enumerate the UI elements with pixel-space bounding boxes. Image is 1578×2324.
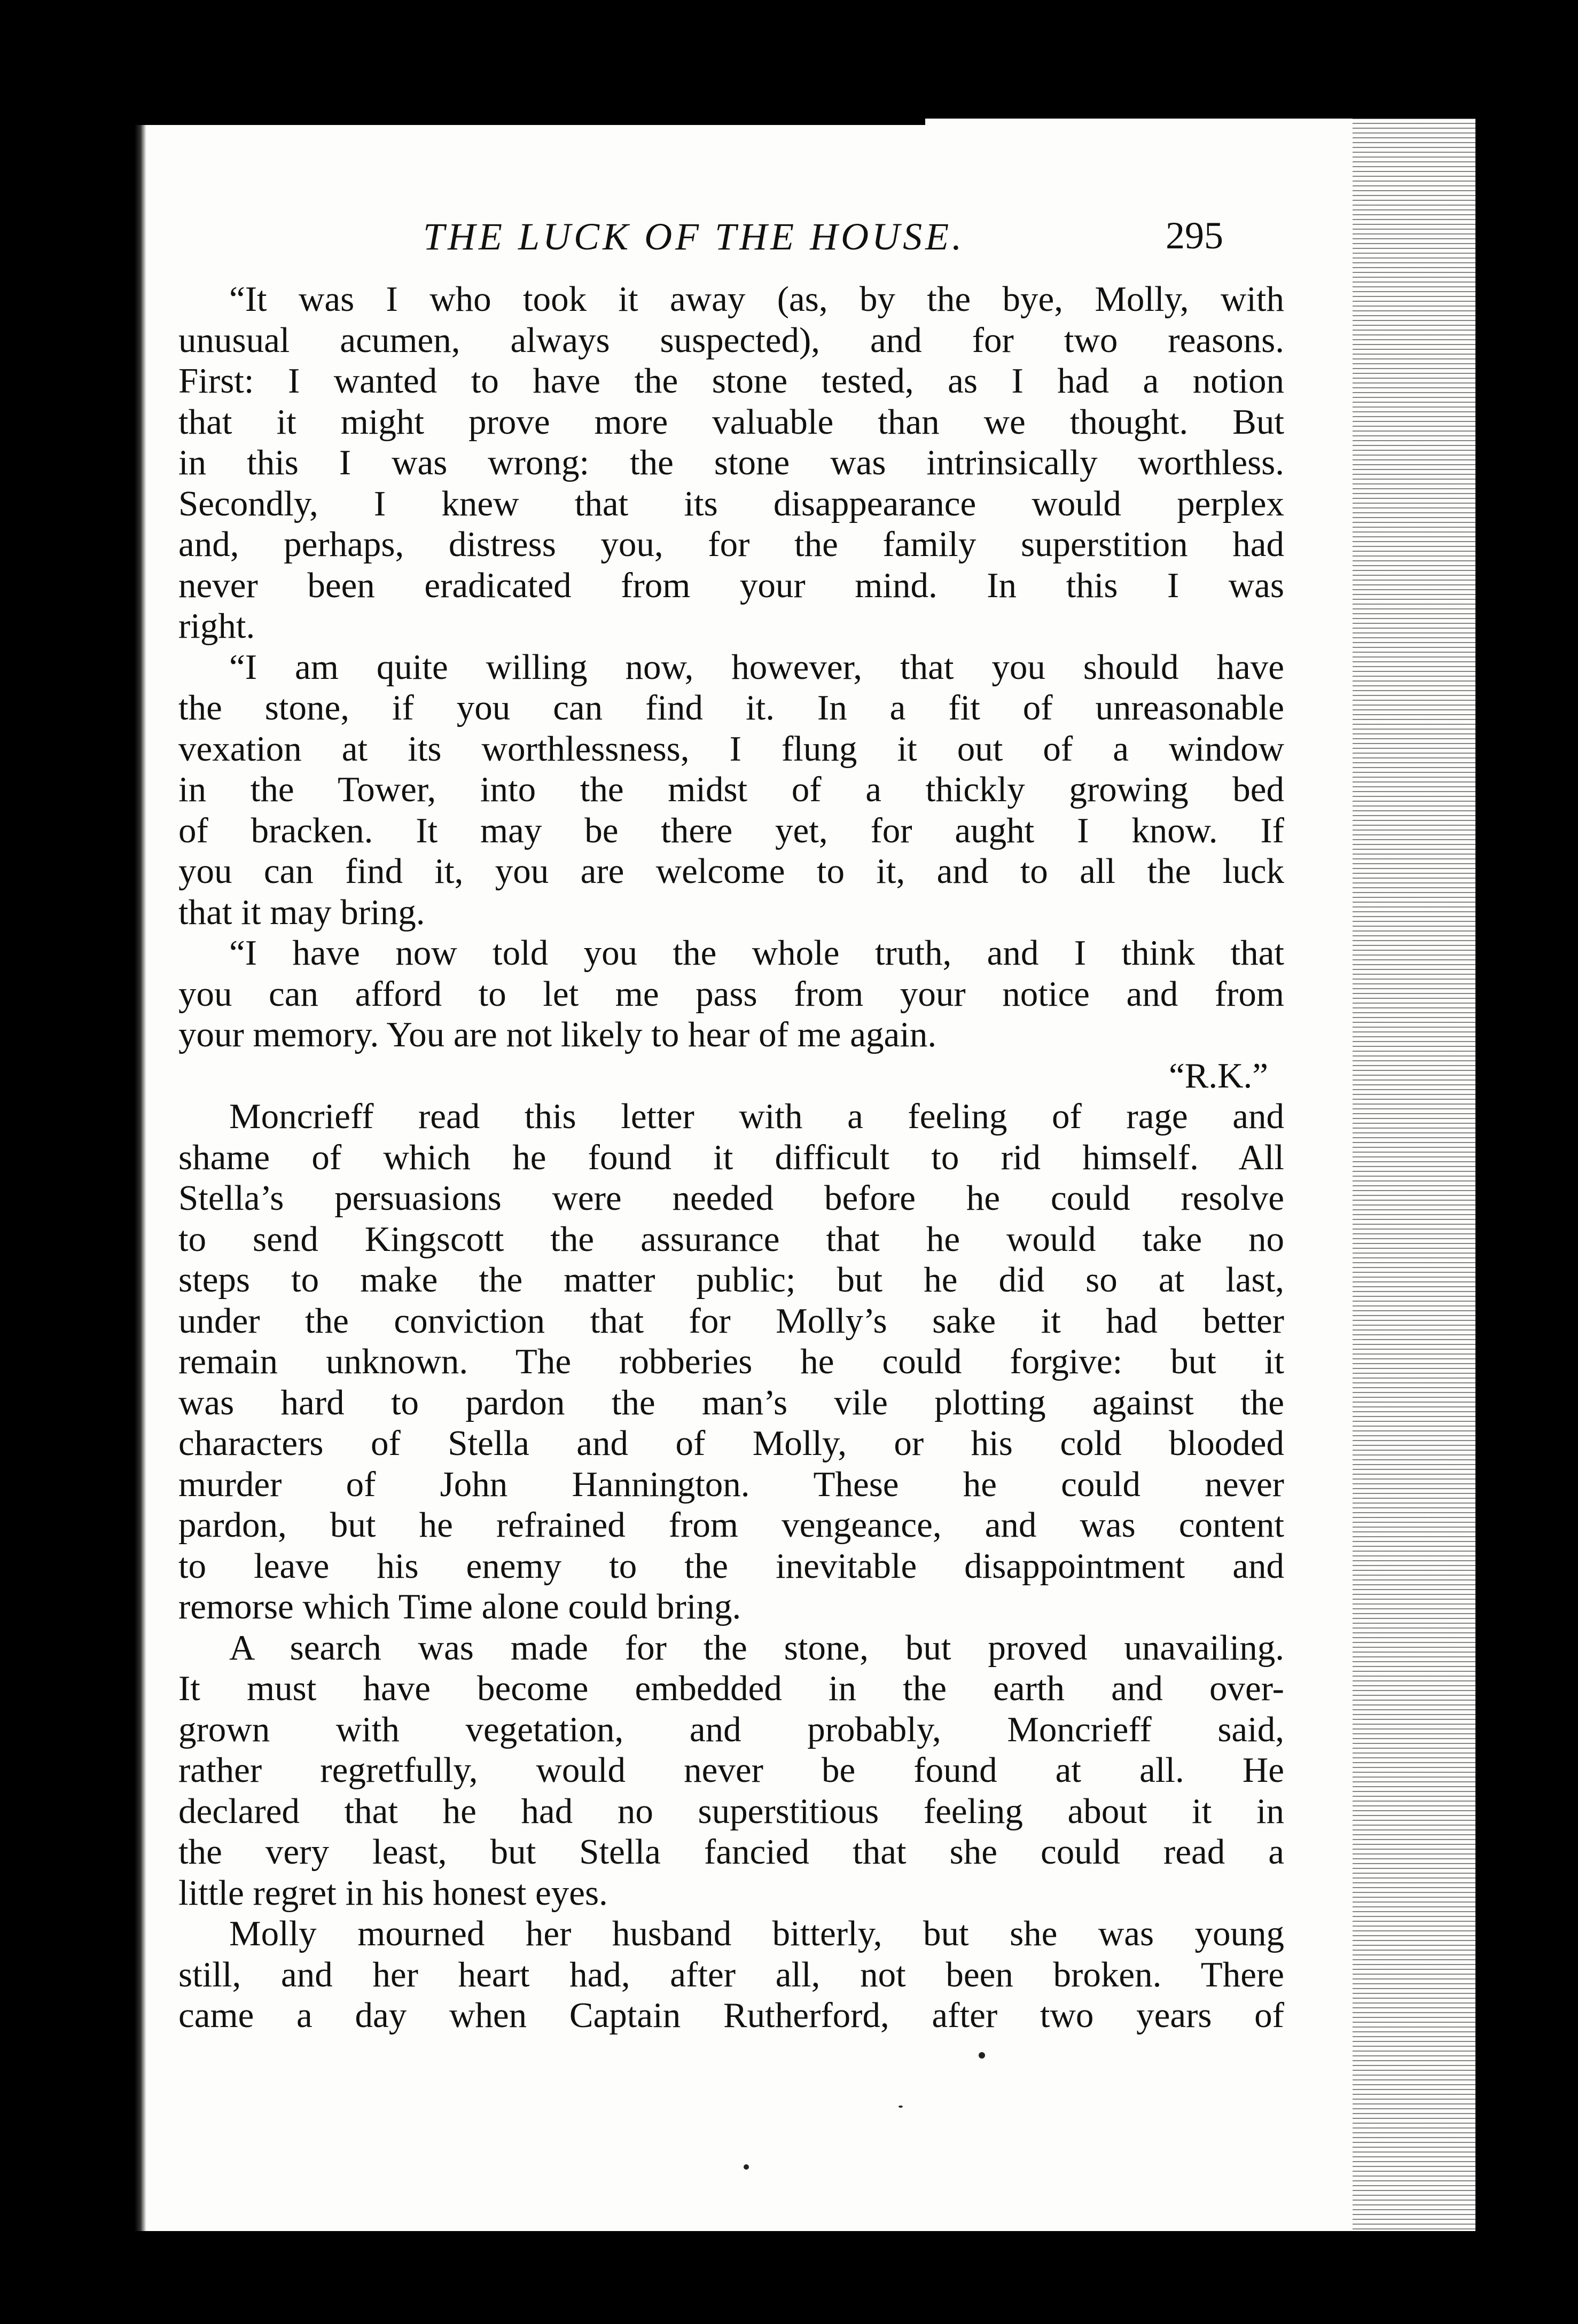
page-fore-edge (1353, 119, 1475, 2231)
top-edge-rule (135, 119, 925, 125)
text-line: never been eradicated from your mind. In this I was (178, 565, 1284, 605)
page-number: 295 (1166, 214, 1223, 257)
text-line: Molly mourned her husband bitterly, but she was young (229, 1914, 1284, 1953)
paragraph-6 (178, 1627, 1284, 1914)
paragraph-7 (178, 1913, 1284, 2036)
text-line: murder of John Hannington. These he could never (178, 1464, 1284, 1504)
text-line: in the Tower, into the midst of a thickly growing bed (178, 770, 1284, 809)
text-line: characters of Stella and of Molly, or his cold blooded (178, 1423, 1284, 1463)
letter-signature: “R.K.” (1168, 1055, 1268, 1096)
text-line: shame of which he found it difficult to rid himself. All (178, 1137, 1284, 1177)
text-line: Moncrieff read this letter with a feeling of rage and (229, 1097, 1284, 1136)
text-line: “I have now told you the whole truth, and I think that (229, 933, 1284, 973)
speck (899, 2106, 903, 2108)
text-line: A search was made for the stone, but proved unavailing. (229, 1627, 1284, 1668)
running-title: THE LUCK OF THE HOUSE. (423, 215, 965, 258)
text-line: rather regretfully, would never be found at all. He (178, 1750, 1284, 1790)
text-line: steps to make the matter public; but he did so at last, (178, 1260, 1284, 1300)
text-line: right. (178, 606, 255, 646)
text-line: in this I was wrong: the stone was intrinsically worthless. (178, 443, 1284, 482)
speck (979, 2052, 985, 2059)
body-text (178, 279, 1284, 2036)
text-line: First: I wanted to have the stone tested, as I had a notion (178, 361, 1284, 401)
text-line: remain unknown. The robberies he could forgive: but it (178, 1342, 1284, 1381)
paragraph-3 (178, 933, 1284, 1055)
text-line: remorse which Time alone could bring. (178, 1587, 741, 1626)
text-line: came a day when Captain Rutherford, after two years of (178, 1996, 1284, 2035)
text-line: still, and her heart had, after all, not been broken. There (178, 1954, 1284, 1994)
text-line: Secondly, I knew that its disappearance would perplex (178, 483, 1284, 523)
text-line: the stone, if you can find it. In a fit of unreasonable (178, 688, 1284, 727)
paragraph-2 (178, 647, 1284, 933)
text-line: that it may bring. (178, 892, 425, 932)
text-line: the very least, but Stella fancied that she could read a (178, 1832, 1284, 1872)
speck (744, 2164, 749, 2170)
text-line: and, perhaps, distress you, for the family superstition had (178, 525, 1284, 564)
book-page (135, 119, 1475, 2231)
text-line: It must have become embedded in the earth and over- (178, 1669, 1284, 1708)
paragraph-1 (178, 279, 1284, 647)
text-line: to send Kingscott the assurance that he would take no (178, 1219, 1284, 1259)
text-line: “It was I who took it away (as, by the bye, Molly, with (229, 279, 1284, 319)
paragraph-5 (178, 1096, 1284, 1627)
text-line: you can find it, you are welcome to it, and to all the luck (178, 851, 1284, 891)
text-line: under the conviction that for Molly’s sake it had better (178, 1301, 1284, 1341)
text-line: to leave his enemy to the inevitable disappointment and (178, 1546, 1284, 1586)
page-gutter-shadow (135, 119, 146, 2231)
text-line: Stella’s persuasions were needed before he could resolve (178, 1178, 1284, 1218)
text-line: “I am quite willing now, however, that you should have (229, 647, 1284, 687)
text-line: vexation at its worthlessness, I flung it out of a window (178, 729, 1284, 769)
text-line: little regret in his honest eyes. (178, 1873, 608, 1913)
text-line: your memory. You are not likely to hear of me again. (178, 1015, 937, 1054)
text-line: grown with vegetation, and probably, Moncrieff said, (178, 1709, 1284, 1749)
text-line: pardon, but he refrained from vengeance, and was content (178, 1505, 1284, 1545)
text-line: you can afford to let me pass from your notice and from (178, 974, 1284, 1014)
text-line: was hard to pardon the man’s vile plotting against the (178, 1382, 1284, 1422)
text-line: that it might prove more valuable than we thought. But (178, 402, 1284, 442)
text-line: of bracken. It may be there yet, for aught I know. If (178, 810, 1284, 850)
text-line: unusual acumen, always suspected), and for two reasons. (178, 320, 1284, 360)
text-line: declared that he had no superstitious feeling about it in (178, 1791, 1284, 1831)
